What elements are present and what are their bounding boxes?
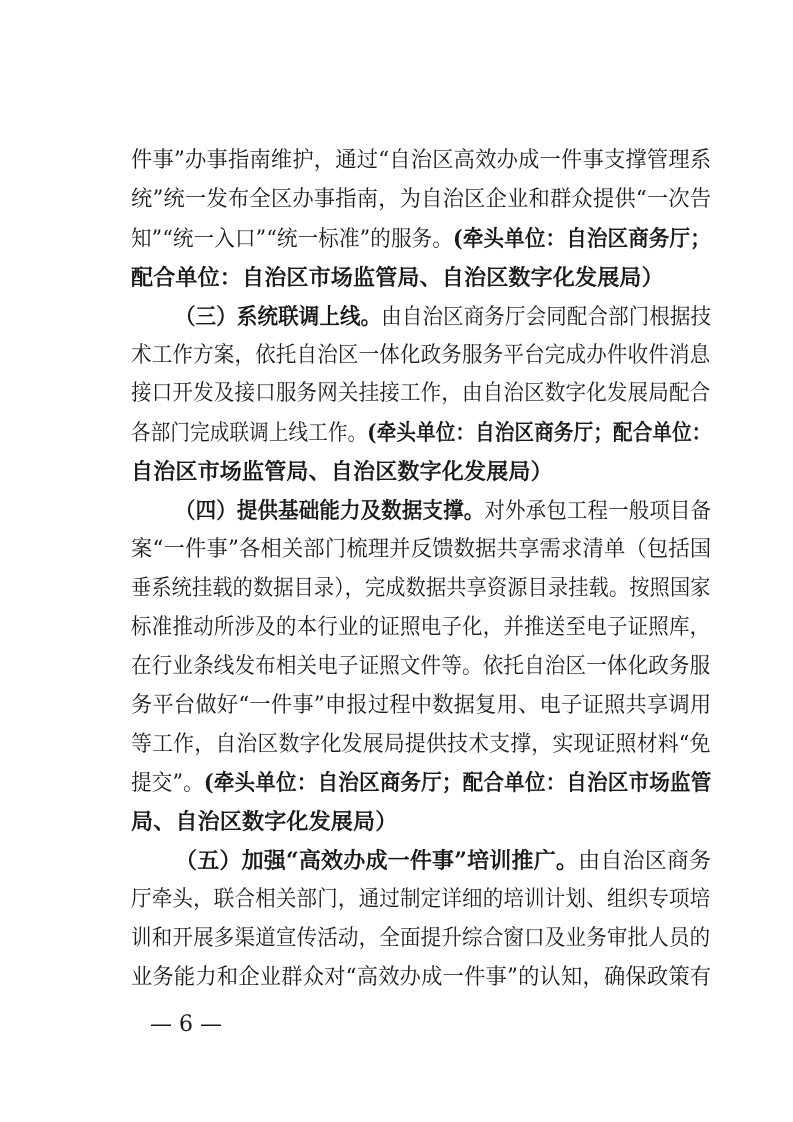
text-line	[131, 377, 711, 411]
bold-text-segment: （五）加强“高效办成一件事”培训推广。	[175, 848, 579, 875]
bold-text-segment: (牵头单位：自治区商务厅；配合单位：自治区市场监管	[203, 770, 712, 797]
bold-text-segment: 自治区市场监管局、自治区数字化发展局）	[131, 459, 553, 486]
text-line	[131, 183, 712, 217]
text-line	[131, 766, 712, 800]
text-line	[131, 689, 712, 723]
bold-text-segment: 局、自治区数字化发展局）	[131, 809, 398, 836]
text-segment: 训和开展多渠道宣传活动，全面提升综合窗口及业务审批人员的	[131, 926, 711, 951]
text-segment: 由自治区商务	[578, 849, 712, 875]
text-segment: 知”“统一入口”“统一标准”的服务。	[131, 226, 453, 252]
text-segment: 厅牵头，联合相关部门，通过制定详细的培训计划、组织专项培	[131, 887, 711, 913]
text-segment: 案“一件事”各相关部门梳理并反馈数据共享需求清单（包括国	[131, 537, 712, 562]
text-line	[131, 805, 711, 839]
text-segment: 提交”。	[131, 771, 204, 797]
text-line	[131, 922, 711, 956]
bold-text-segment: 配合单位：自治区市场监管局、自治区数字化发展局）	[131, 264, 664, 291]
text-segment: 务平台做好“一件事”申报过程中数据复用、电子证照共享调用	[131, 692, 712, 718]
text-segment: 在行业条线发布相关电子证照文件等。依托自治区一体化政务服	[131, 653, 711, 679]
text-line	[175, 494, 712, 528]
bold-text-segment: （三）系统联调上线。	[175, 303, 382, 330]
text-line	[131, 222, 711, 256]
text-line	[131, 961, 712, 995]
bold-text-segment: (牵头单位：自治区商务厅；	[452, 225, 711, 252]
page-number: — 6 —	[150, 1012, 222, 1037]
text-line	[131, 572, 711, 606]
text-segment: 由自治区商务厅会同配合部门根据技	[381, 304, 712, 330]
text-line	[131, 339, 711, 373]
text-segment: 对外承包工程一般项目备	[484, 499, 712, 525]
text-line	[131, 416, 712, 450]
text-segment: 各部门完成联调上线工作。	[131, 421, 368, 447]
text-line	[131, 455, 711, 489]
text-line	[131, 650, 711, 684]
text-segment: 术工作方案，依托自治区一体化政务服务平台完成办件收件消息	[131, 342, 711, 368]
text-line	[131, 883, 711, 917]
text-line	[131, 728, 711, 762]
bold-text-segment: （四）提供基础能力及数据支撑。	[175, 498, 485, 525]
text-line	[175, 844, 711, 878]
text-segment: 垂系统挂载的数据目录），完成数据共享资源目录挂载。按照国家	[131, 575, 711, 601]
text-line	[131, 611, 711, 645]
text-segment: 统”统一发布全区办事指南，为自治区企业和群众提供“一次告	[131, 186, 712, 212]
text-segment: 等工作，自治区数字化发展局提供技术支撑，实现证照材料“免	[131, 731, 711, 757]
text-line	[131, 144, 712, 178]
text-segment: 件事”办事指南维护，通过“自治区高效办成一件事支撑管理系	[131, 148, 712, 173]
text-segment: 接口开发及接口服务网关挂接工作，由自治区数字化发展局配合	[131, 381, 711, 407]
bold-text-segment: (牵头单位：自治区商务厅；配合单位：	[367, 420, 712, 447]
text-line	[131, 533, 712, 567]
text-segment: 业务能力和企业群众对“高效办成一件事”的认知，确保政策有	[131, 964, 712, 990]
text-segment: 标准推动所涉及的本行业的证照电子化，并推送至电子证照库，	[131, 614, 711, 640]
text-line	[175, 300, 712, 334]
text-line	[131, 261, 711, 295]
